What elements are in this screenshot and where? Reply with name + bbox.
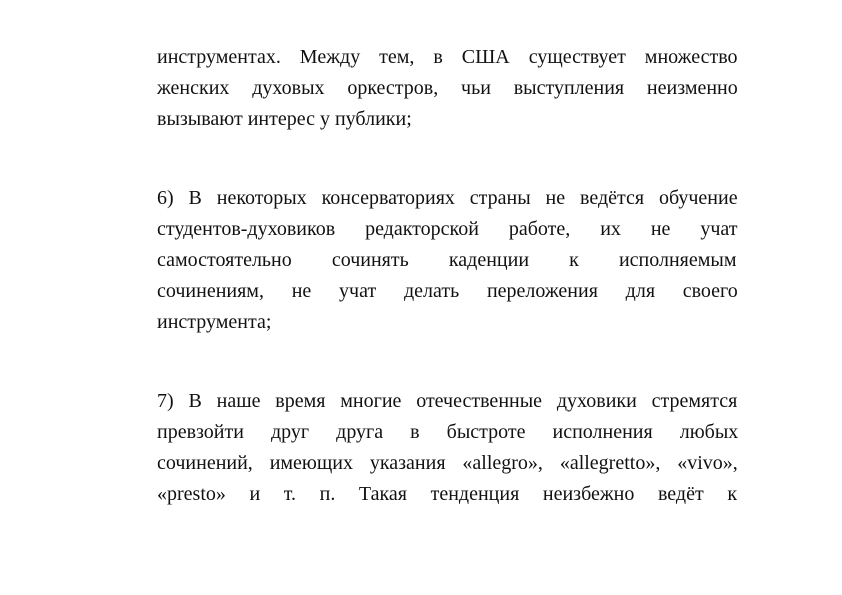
text-line: сочинений, имеющих указания «allegro», «allegretto», «vivo», [157,452,738,474]
text-line: 7) В наше время многие отечественные духовики стремятся [157,390,738,412]
text-line: сочинениям, не учат делать переложения для своего [157,280,738,302]
text-line: инструмента; [157,311,272,333]
text-line: превзойти друг друга в быстроте исполнения любых [157,421,739,443]
text-line: вызывают интерес у публики; [157,108,412,130]
text-line: самостоятельно сочинять каденции к исполняемым [157,249,737,271]
text-line: 6) В некоторых консерваториях страны не ведётся обучение [157,187,738,209]
text-line: студентов-духовиков редакторской работе, их не учат [157,218,738,240]
paragraph-item-6 [157,183,737,338]
text-line: женских духовых оркестров, чьи выступления неизменно [157,77,738,99]
paragraph-continuation [157,42,737,135]
paragraph-item-7 [157,386,737,510]
text-line: «presto» и т. п. Такая тенденция неизбежно ведёт к [157,483,738,505]
text-line: инструментах. Между тем, в США существует множество [157,46,738,68]
